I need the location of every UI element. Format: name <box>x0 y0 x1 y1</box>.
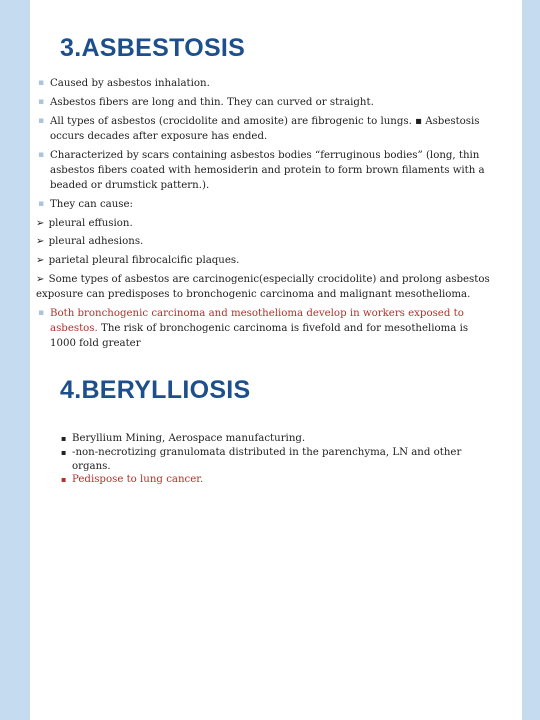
section-title-asbestosis: 3.ASBESTOSIS <box>60 34 246 62</box>
bullet-marker: ▪ <box>38 198 45 209</box>
arrow-item: ➢ pleural effusion. <box>36 217 133 229</box>
bullet-marker: ▪ <box>38 78 45 88</box>
list-item: ▪ Beryllium Mining, Aerospace manufacturing. <box>61 433 306 444</box>
list-item: ▪ Asbestos fibers are long and thin. They can curved or straight. <box>36 95 496 110</box>
list-item: ▪ Caused by asbestos inhalation. <box>36 76 496 91</box>
arrow-icon: ➢ <box>36 273 45 285</box>
bullet-marker: ▪ <box>38 115 45 126</box>
list-item <box>59 473 489 487</box>
right-decorative-band <box>522 0 540 720</box>
highlighted-text: Both bronchogenic carcinoma and mesothelioma develop in workers exposed to asbestos. <box>50 307 464 335</box>
list-item: ▪ Both bronchogenic carcinoma and mesothelioma develop in workers exposed to asbestos. The risk of bronchogenic carcinoma is fivefold and for mesothelioma is 1000 fold greater <box>38 307 469 350</box>
bullet-marker: ▪ <box>61 447 67 457</box>
asbestosis-body <box>36 76 496 355</box>
arrow-icon: ➢ <box>36 236 45 248</box>
list-item: ▪ They can cause: <box>36 197 496 212</box>
arrow-item: ➢ Some types of asbestos are carcinogenic(especially crocidolite) and prolong asbestos exposure can predisposes to bronchogenic carcinoma and malignant mesothelioma. <box>36 273 490 301</box>
bullet-marker: ▪ <box>38 149 45 160</box>
berylliosis-body <box>59 432 489 487</box>
slide-content <box>30 0 522 720</box>
bullet-marker: ▪ <box>38 307 45 318</box>
list-item: ▪ Characterized by scars containing asbestos bodies “ferruginous bodies” (long, thin asbestos fibers coated with hemosiderin and protein to form brown filaments with a beaded or drumstick pattern.). <box>38 149 485 191</box>
bullet-marker: ▪ <box>61 475 67 485</box>
bullet-marker: ▪ <box>38 96 45 107</box>
left-decorative-band <box>0 0 30 720</box>
bullet-marker: ▪ <box>61 434 67 443</box>
arrow-item: ➢ pleural adhesions. <box>36 236 144 248</box>
highlighted-text: Pedispose to lung cancer. <box>72 474 204 486</box>
arrow-icon: ➢ <box>36 255 45 267</box>
list-item: ▪ -non-necrotizing granulomata distributed in the parenchyma, LN and other organs. <box>61 446 462 472</box>
arrow-icon: ➢ <box>36 217 45 229</box>
section-title-berylliosis: 4.BERYLLIOSIS <box>60 376 251 404</box>
arrow-item: ➢ parietal pleural fibrocalcific plaques. <box>36 255 240 267</box>
list-item: ▪ All types of asbestos (crocidolite and amosite) are fibrogenic to lungs. ▪ Asbestosis occurs decades after exposure has ended. <box>38 115 480 142</box>
